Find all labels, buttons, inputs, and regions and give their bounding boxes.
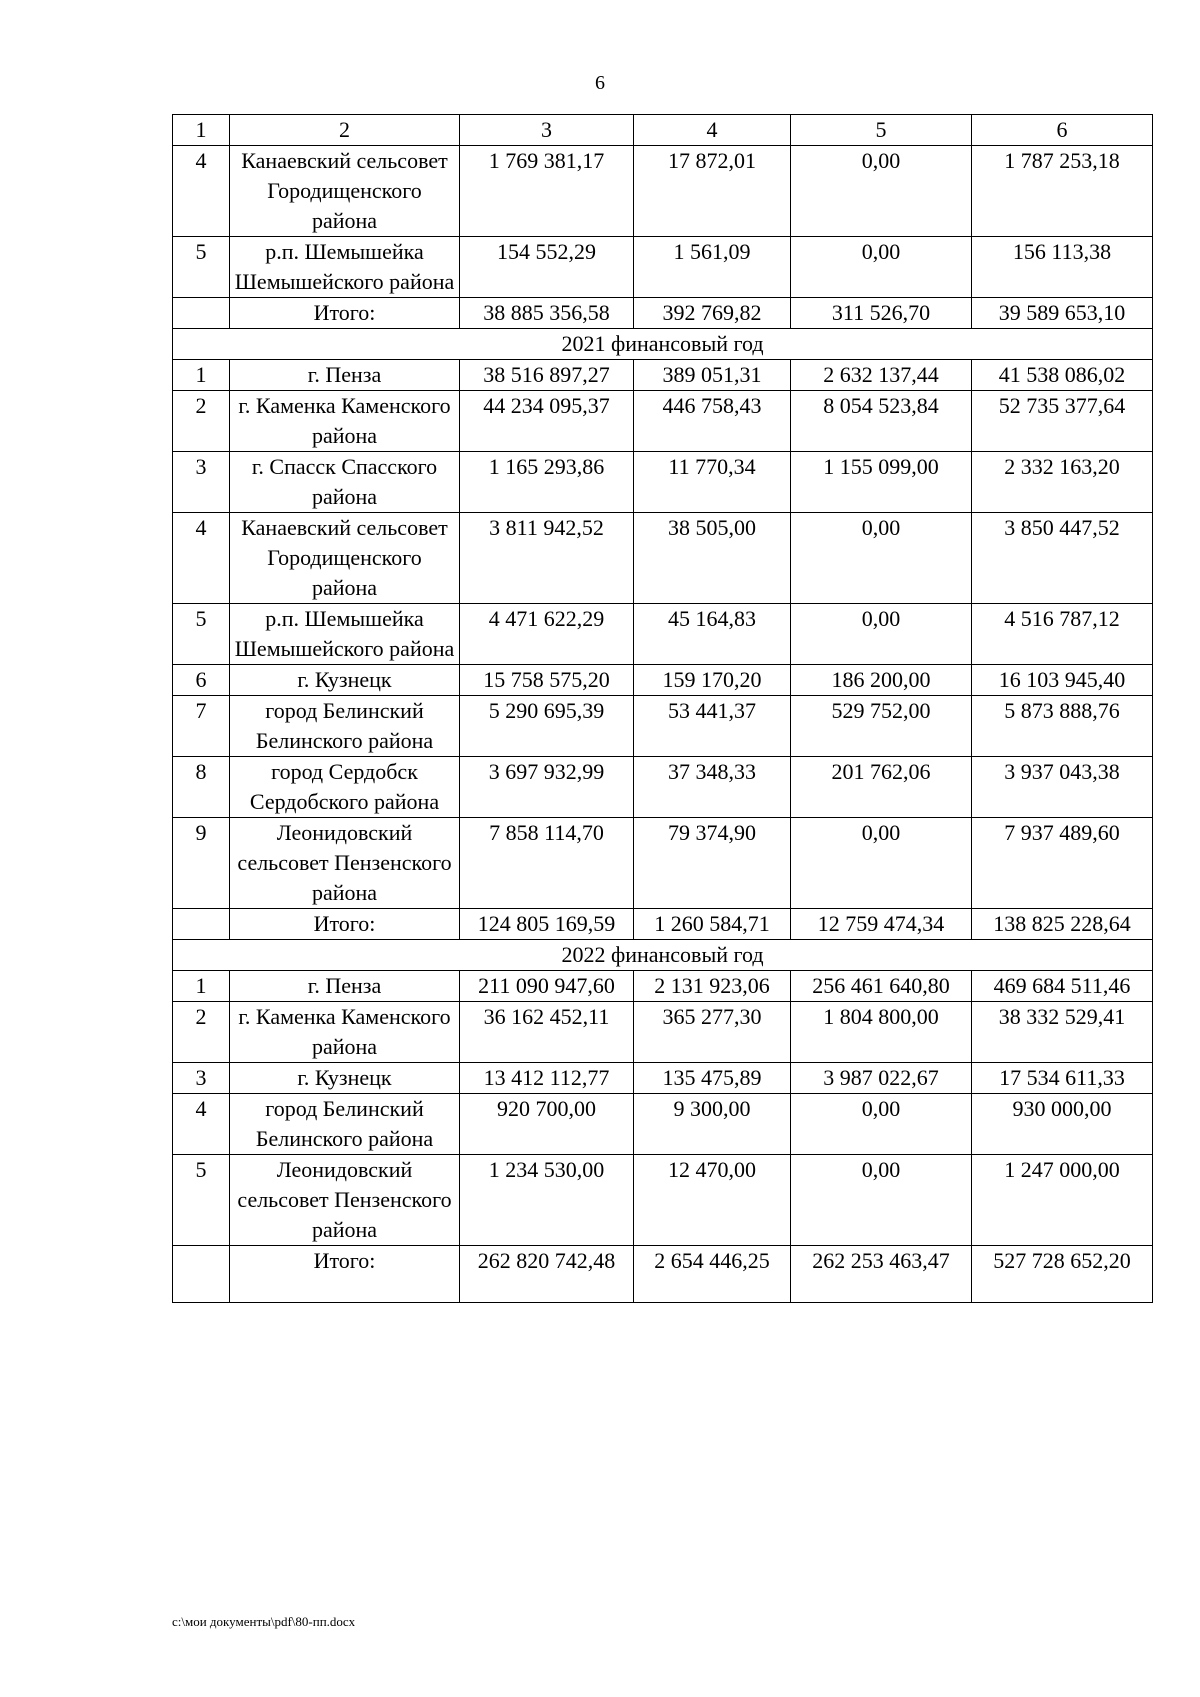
amount-cell-col3: 15 758 575,20 (460, 665, 634, 696)
amount-cell-col3: 44 234 095,37 (460, 391, 634, 452)
row-number-cell: 4 (173, 1094, 230, 1155)
row-number-cell: 6 (173, 665, 230, 696)
amount-cell-col6: 7 937 489,60 (972, 818, 1153, 909)
amount-cell-col4: 365 277,30 (634, 1002, 791, 1063)
amount-cell-col3: 36 162 452,11 (460, 1002, 634, 1063)
municipality-name-cell: город Белинский Белинского района (230, 1094, 460, 1155)
amount-cell-col5: 0,00 (791, 818, 972, 909)
amount-cell-col3: 154 552,29 (460, 237, 634, 298)
amount-cell-col3: 1 165 293,86 (460, 452, 634, 513)
section-title-row (173, 329, 1153, 360)
amount-cell-col4: 12 470,00 (634, 1155, 791, 1246)
municipality-name-cell: г. Каменка Каменского района (230, 391, 460, 452)
amount-cell-col6: 16 103 945,40 (972, 665, 1153, 696)
amount-cell-col4: 45 164,83 (634, 604, 791, 665)
total-amount-col5: 12 759 474,34 (791, 909, 972, 940)
amount-cell-col5: 0,00 (791, 146, 972, 237)
amount-cell-col6: 1 247 000,00 (972, 1155, 1153, 1246)
amount-cell-col5: 186 200,00 (791, 665, 972, 696)
amount-cell-col5: 2 632 137,44 (791, 360, 972, 391)
total-label-cell: Итого: (230, 1246, 460, 1303)
municipality-name-cell: г. Пенза (230, 360, 460, 391)
amount-cell-col4: 1 561,09 (634, 237, 791, 298)
table-body (173, 115, 1153, 1303)
amount-cell-col4: 446 758,43 (634, 391, 791, 452)
table-row (173, 818, 1153, 909)
header-row (173, 115, 1153, 146)
total-amount-col3: 124 805 169,59 (460, 909, 634, 940)
amount-cell-col6: 469 684 511,46 (972, 971, 1153, 1002)
row-number-cell: 2 (173, 1002, 230, 1063)
table-row (173, 1155, 1153, 1246)
table-row (173, 1094, 1153, 1155)
table-row (173, 1002, 1153, 1063)
amount-cell-col6: 5 873 888,76 (972, 696, 1153, 757)
amount-cell-col3: 38 516 897,27 (460, 360, 634, 391)
total-amount-col6: 527 728 652,20 (972, 1246, 1153, 1303)
header-cell: 2 (230, 115, 460, 146)
row-number-cell: 1 (173, 971, 230, 1002)
total-row (173, 909, 1153, 940)
row-number-cell: 7 (173, 696, 230, 757)
amount-cell-col4: 37 348,33 (634, 757, 791, 818)
row-number-cell: 1 (173, 360, 230, 391)
municipality-name-cell: город Сердобск Сердобского района (230, 757, 460, 818)
amount-cell-col3: 1 769 381,17 (460, 146, 634, 237)
row-number-cell: 4 (173, 513, 230, 604)
amount-cell-col4: 9 300,00 (634, 1094, 791, 1155)
amount-cell-col5: 0,00 (791, 1155, 972, 1246)
municipality-name-cell: г. Каменка Каменского района (230, 1002, 460, 1063)
row-number-cell: 8 (173, 757, 230, 818)
total-amount-col4: 392 769,82 (634, 298, 791, 329)
municipality-name-cell: г. Спасск Спасского района (230, 452, 460, 513)
table-row (173, 604, 1153, 665)
table-row (173, 971, 1153, 1002)
table-row (173, 513, 1153, 604)
municipality-name-cell: город Белинский Белинского района (230, 696, 460, 757)
amount-cell-col4: 38 505,00 (634, 513, 791, 604)
municipality-name-cell: г. Кузнецк (230, 1063, 460, 1094)
total-row (173, 298, 1153, 329)
header-cell: 4 (634, 115, 791, 146)
empty-cell (173, 298, 230, 329)
amount-cell-col6: 41 538 086,02 (972, 360, 1153, 391)
amount-cell-col4: 2 131 923,06 (634, 971, 791, 1002)
amount-cell-col5: 1 155 099,00 (791, 452, 972, 513)
municipality-name-cell: р.п. Шемышейка Шемышейского района (230, 237, 460, 298)
empty-cell (173, 1246, 230, 1303)
amount-cell-col4: 135 475,89 (634, 1063, 791, 1094)
empty-cell (173, 909, 230, 940)
amount-cell-col4: 17 872,01 (634, 146, 791, 237)
amount-cell-col6: 3 937 043,38 (972, 757, 1153, 818)
total-amount-col3: 38 885 356,58 (460, 298, 634, 329)
table-row (173, 452, 1153, 513)
table-row (173, 665, 1153, 696)
amount-cell-col3: 4 471 622,29 (460, 604, 634, 665)
amount-cell-col5: 3 987 022,67 (791, 1063, 972, 1094)
row-number-cell: 3 (173, 452, 230, 513)
header-cell: 6 (972, 115, 1153, 146)
total-amount-col4: 1 260 584,71 (634, 909, 791, 940)
amount-cell-col3: 1 234 530,00 (460, 1155, 634, 1246)
total-row (173, 1246, 1153, 1303)
municipality-name-cell: р.п. Шемышейка Шемышейского района (230, 604, 460, 665)
total-amount-col5: 311 526,70 (791, 298, 972, 329)
total-label-cell: Итого: (230, 298, 460, 329)
amount-cell-col6: 38 332 529,41 (972, 1002, 1153, 1063)
municipality-name-cell: Леонидовский сельсовет Пензенского района (230, 818, 460, 909)
municipality-name-cell: г. Пенза (230, 971, 460, 1002)
section-title-row (173, 940, 1153, 971)
amount-cell-col6: 4 516 787,12 (972, 604, 1153, 665)
amount-cell-col6: 156 113,38 (972, 237, 1153, 298)
row-number-cell: 3 (173, 1063, 230, 1094)
table-row (173, 1063, 1153, 1094)
total-amount-col4: 2 654 446,25 (634, 1246, 791, 1303)
page-number: 6 (595, 72, 605, 94)
total-amount-col6: 39 589 653,10 (972, 298, 1153, 329)
amount-cell-col6: 2 332 163,20 (972, 452, 1153, 513)
amount-cell-col5: 529 752,00 (791, 696, 972, 757)
amount-cell-col3: 13 412 112,77 (460, 1063, 634, 1094)
amount-cell-col5: 8 054 523,84 (791, 391, 972, 452)
amount-cell-col3: 3 697 932,99 (460, 757, 634, 818)
total-amount-col3: 262 820 742,48 (460, 1246, 634, 1303)
subsidy-distribution-table (172, 114, 1153, 1303)
amount-cell-col5: 0,00 (791, 237, 972, 298)
total-label-cell: Итого: (230, 909, 460, 940)
amount-cell-col5: 0,00 (791, 1094, 972, 1155)
row-number-cell: 5 (173, 237, 230, 298)
table-row (173, 391, 1153, 452)
municipality-name-cell: Канаевский сельсовет Городищенского района (230, 513, 460, 604)
amount-cell-col5: 201 762,06 (791, 757, 972, 818)
amount-cell-col4: 159 170,20 (634, 665, 791, 696)
municipality-name-cell: г. Кузнецк (230, 665, 460, 696)
amount-cell-col5: 0,00 (791, 604, 972, 665)
row-number-cell: 9 (173, 818, 230, 909)
amount-cell-col6: 3 850 447,52 (972, 513, 1153, 604)
row-number-cell: 5 (173, 1155, 230, 1246)
amount-cell-col6: 52 735 377,64 (972, 391, 1153, 452)
header-cell: 1 (173, 115, 230, 146)
section-title: 2022 финансовый год (173, 940, 1153, 971)
amount-cell-col6: 930 000,00 (972, 1094, 1153, 1155)
file-path-footer: c:\мои документы\pdf\80-пп.docx (172, 1614, 356, 1629)
amount-cell-col4: 389 051,31 (634, 360, 791, 391)
table-row (173, 360, 1153, 391)
table-row (173, 237, 1153, 298)
amount-cell-col3: 5 290 695,39 (460, 696, 634, 757)
row-number-cell: 4 (173, 146, 230, 237)
municipality-name-cell: Леонидовский сельсовет Пензенского района (230, 1155, 460, 1246)
table-row (173, 146, 1153, 237)
row-number-cell: 2 (173, 391, 230, 452)
table-row (173, 696, 1153, 757)
table-row (173, 757, 1153, 818)
total-amount-col5: 262 253 463,47 (791, 1246, 972, 1303)
amount-cell-col6: 17 534 611,33 (972, 1063, 1153, 1094)
row-number-cell: 5 (173, 604, 230, 665)
amount-cell-col3: 211 090 947,60 (460, 971, 634, 1002)
total-amount-col6: 138 825 228,64 (972, 909, 1153, 940)
header-cell: 5 (791, 115, 972, 146)
municipality-name-cell: Канаевский сельсовет Городищенского района (230, 146, 460, 237)
amount-cell-col4: 53 441,37 (634, 696, 791, 757)
amount-cell-col3: 3 811 942,52 (460, 513, 634, 604)
header-cell: 3 (460, 115, 634, 146)
amount-cell-col5: 256 461 640,80 (791, 971, 972, 1002)
amount-cell-col4: 11 770,34 (634, 452, 791, 513)
amount-cell-col4: 79 374,90 (634, 818, 791, 909)
amount-cell-col3: 7 858 114,70 (460, 818, 634, 909)
amount-cell-col5: 1 804 800,00 (791, 1002, 972, 1063)
amount-cell-col5: 0,00 (791, 513, 972, 604)
amount-cell-col3: 920 700,00 (460, 1094, 634, 1155)
section-title: 2021 финансовый год (173, 329, 1153, 360)
amount-cell-col6: 1 787 253,18 (972, 146, 1153, 237)
